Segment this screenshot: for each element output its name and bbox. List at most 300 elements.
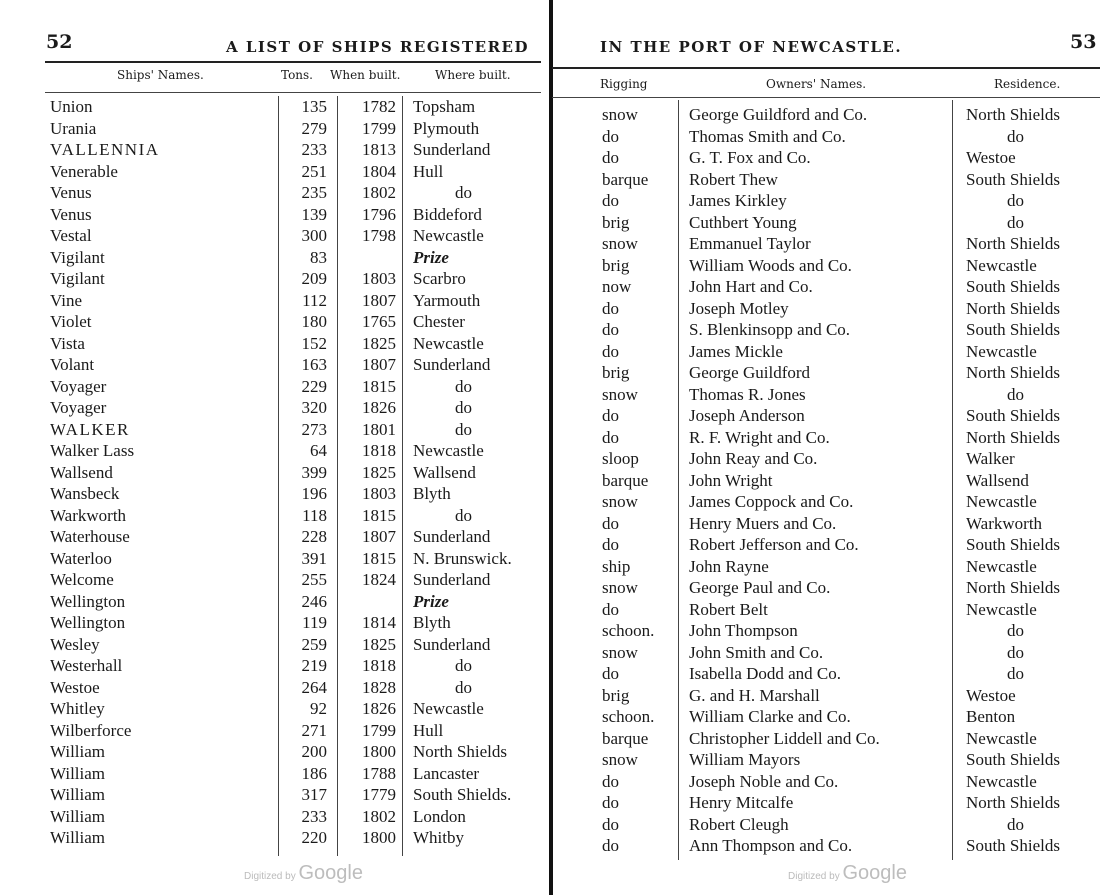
owner-name: John Thompson [689,621,798,640]
tonnage: 112 [302,290,327,310]
table-row [0,225,548,247]
watermark: Digitized by Google [244,862,363,884]
owner-name: John Hart and Co. [689,277,813,296]
owner-name: James Coppock and Co. [689,492,854,511]
residence: South Shields [966,320,1060,339]
rigging: brig [602,212,630,232]
rigging: do [602,836,619,855]
ship-name: Vigilant [50,269,105,288]
tonnage: 83 [310,247,327,267]
rigging: brig [602,685,630,705]
where-built: Biddeford [413,204,482,224]
tonnage: 255 [301,570,327,589]
table-row [0,827,548,849]
where-built: Sunderland [413,527,491,546]
rigging: do [602,126,619,146]
owner-name: William Woods and Co. [689,255,852,275]
ship-name: Walker Lass [50,441,135,460]
where-built: Newcastle [413,333,484,353]
year-built: 1807 [362,290,396,310]
ship-name: Vigilant [50,247,105,267]
ship-name: Wellington [50,591,126,611]
tonnage: 273 [301,419,327,439]
owner-name: Henry Muers and Co. [689,513,837,533]
ship-name: Westerhall [50,656,123,675]
table-row [0,634,548,656]
owner-name: James Kirkley [689,191,787,210]
rigging: do [602,814,619,834]
table-row [552,319,1116,341]
tonnage: 246 [301,591,327,611]
ship-name: Voyager [50,376,107,396]
table-row [552,749,1116,771]
residence: Newcastle [966,556,1037,576]
table-row [552,663,1116,685]
year-built: 1798 [362,226,396,245]
residence: do [1007,664,1024,683]
residence: Newcastle [966,341,1037,361]
tonnage: 209 [301,269,327,288]
where-built: South Shields. [413,785,512,804]
residence: South Shields [966,836,1060,855]
residence: Wallsend [966,470,1029,490]
column-header-built: When built. [330,68,401,82]
owner-name: Thomas Smith and Co. [689,126,846,146]
table-row [0,784,548,806]
owner-name: Robert Jefferson and Co. [689,535,859,554]
rigging: do [602,599,619,619]
tonnage: 118 [302,505,327,525]
owner-name: George Paul and Co. [689,578,831,597]
table-row [0,591,548,613]
where-built: Lancaster [413,763,480,783]
ship-name: Wallsend [50,462,113,482]
rigging: do [602,793,619,812]
where-built: Hull [413,161,444,181]
where-built: Blyth [413,613,451,632]
where-built: Prize [413,591,449,611]
ship-list [0,96,548,849]
table-row [552,448,1116,470]
where-built: North Shields [413,742,507,761]
ship-name: Wesley [50,634,100,654]
table-row [0,462,548,484]
owner-name: Robert Thew [689,169,778,189]
year-built: 1825 [362,634,396,654]
page-number: 52 [46,31,73,53]
ship-name: Westoe [50,677,100,697]
year-built: 1803 [362,484,396,503]
residence: Newcastle [966,599,1037,619]
rigging: barque [602,728,649,748]
tonnage: 228 [301,527,327,546]
rigging: barque [602,470,649,490]
table-row [552,405,1116,427]
year-built: 1779 [362,785,396,804]
residence: South Shields [966,406,1060,425]
table-row [552,642,1116,664]
table-row [552,814,1116,836]
ship-name: Wilberforce [50,720,132,740]
owner-name: Robert Belt [689,599,768,619]
table-row [0,505,548,527]
year-built: 1818 [362,441,396,460]
owner-name: Christopher Liddell and Co. [689,728,880,748]
where-built: Topsham [413,97,476,116]
tonnage: 391 [301,548,327,568]
owner-name: George Guildford and Co. [689,105,868,124]
residence: South Shields [966,169,1060,189]
column-header-rule [45,92,545,93]
table-row [552,513,1116,535]
year-built: 1814 [362,613,396,632]
ship-name: Whitley [50,699,105,718]
owner-name: William Clarke and Co. [689,707,851,726]
where-built: Sunderland [413,355,491,374]
year-built: 1825 [362,333,396,353]
year-built: 1818 [362,656,396,675]
year-built: 1803 [362,269,396,288]
column-header-where: Where built. [435,68,511,82]
ship-name: VALLENNIA [50,140,160,159]
column-header-rule [552,97,1100,98]
owner-name: Joseph Motley [689,298,789,318]
year-built: 1813 [362,140,396,159]
residence: do [1007,642,1024,662]
where-built: Sunderland [413,140,491,159]
table-row [0,440,548,462]
ship-name: Union [50,97,93,116]
residence: Newcastle [966,728,1037,748]
residence: do [1007,212,1024,232]
table-row [0,720,548,742]
table-row [0,397,548,419]
ship-name: William [50,742,106,761]
rigging: sloop [602,449,639,468]
tonnage: 163 [301,355,327,374]
owner-name: S. Blenkinsopp and Co. [689,320,851,339]
rigging: snow [602,492,638,511]
tonnage: 399 [301,462,327,482]
table-row [552,491,1116,513]
tonnage: 251 [301,161,327,181]
owner-list [552,104,1116,857]
table-row [552,728,1116,750]
table-row [552,212,1116,234]
left-page [0,0,548,895]
tonnage: 300 [301,226,327,245]
rigging: snow [602,234,638,253]
table-row [0,741,548,763]
rigging: do [602,513,619,533]
table-row [552,427,1116,449]
table-row [0,548,548,570]
tonnage: 135 [301,97,327,116]
ship-name: Venus [50,204,92,224]
residence: Walker [966,449,1015,468]
table-row [0,483,548,505]
year-built: 1802 [362,806,396,826]
column-header-residence: Residence. [994,77,1061,91]
table-row [0,419,548,441]
tonnage: 229 [301,376,327,396]
rigging: do [602,320,619,339]
tonnage: 92 [310,699,327,718]
rigging: barque [602,169,649,189]
table-row [552,298,1116,320]
tonnage: 233 [301,806,327,826]
rigging: snow [602,642,638,662]
table-row [552,255,1116,277]
header-rule [552,67,1100,69]
year-built: 1799 [362,118,396,138]
ship-name: Welcome [50,570,114,589]
tonnage: 235 [301,183,327,202]
tonnage: 119 [302,613,327,632]
owner-name: John Wright [689,470,773,490]
residence: North Shields [966,578,1060,597]
table-row [0,612,548,634]
header-rule [45,61,545,63]
table-row [0,376,548,398]
owner-name: William Mayors [689,750,801,769]
ship-name: Wansbeck [50,484,120,503]
where-built: do [455,505,472,525]
where-built: Yarmouth [413,290,481,310]
residence: North Shields [966,298,1060,318]
rigging: do [602,664,619,683]
where-built: N. Brunswick. [413,548,512,568]
year-built: 1825 [362,462,396,482]
rigging: do [602,341,619,361]
residence: do [1007,384,1024,404]
residence: do [1007,191,1024,210]
table-row [0,161,548,183]
where-built: Newcastle [413,226,484,245]
table-row [0,569,548,591]
residence: North Shields [966,793,1060,812]
owner-name: James Mickle [689,341,783,361]
ship-name: William [50,763,106,783]
table-row [552,341,1116,363]
table-row [552,470,1116,492]
residence: North Shields [966,427,1060,447]
table-row [0,268,548,290]
table-row [552,685,1116,707]
owner-name: Cuthbert Young [689,212,797,232]
rigging: do [602,298,619,318]
owner-name: G. and H. Marshall [689,685,820,705]
rigging: now [602,277,632,296]
rigging: schoon. [602,621,655,640]
owner-name: Emmanuel Taylor [689,234,811,253]
residence: Westoe [966,148,1016,167]
residence: North Shields [966,105,1060,124]
year-built: 1801 [362,419,396,439]
rigging: schoon. [602,707,655,726]
residence: North Shields [966,234,1060,253]
owner-name: John Reay and Co. [689,449,818,468]
owner-name: Ann Thompson and Co. [689,836,853,855]
where-built: do [455,183,472,202]
watermark: Digitized by Google [788,862,907,884]
year-built: 1800 [362,742,396,761]
ship-name: Wellington [50,613,126,632]
residence: South Shields [966,750,1060,769]
owner-name: Robert Cleugh [689,814,789,834]
year-built: 1807 [362,355,396,374]
tonnage: 64 [310,441,327,460]
residence: Newcastle [966,771,1037,791]
rigging: do [602,771,619,791]
table-row [552,577,1116,599]
owner-name: Henry Mitcalfe [689,793,794,812]
where-built: Newcastle [413,441,484,460]
year-built: 1826 [362,398,396,417]
where-built: do [455,677,472,697]
where-built: London [413,806,466,826]
tonnage: 279 [301,118,327,138]
table-row [0,96,548,118]
where-built: Plymouth [413,118,480,138]
ship-name: Volant [50,355,95,374]
ship-name: Warkworth [50,505,127,525]
year-built: 1828 [362,677,396,697]
rigging: do [602,406,619,425]
tonnage: 219 [301,656,327,675]
tonnage: 233 [301,140,327,159]
owner-name: Joseph Noble and Co. [689,771,839,791]
ship-name: Venus [50,183,92,202]
tonnage: 186 [301,763,327,783]
tonnage: 200 [301,742,327,761]
table-row [0,698,548,720]
year-built: 1782 [362,97,396,116]
ship-name: Vine [50,290,83,310]
column-header-name: Ships' Names. [117,68,204,82]
ship-name: Urania [50,118,97,138]
year-built: 1807 [362,527,396,546]
rigging: brig [602,255,630,275]
table-row [0,354,548,376]
table-row [552,620,1116,642]
year-built: 1815 [362,376,396,396]
ship-name: Waterloo [50,548,112,568]
table-row [552,534,1116,556]
residence: Newcastle [966,255,1037,275]
page-number: 53 [1070,31,1097,53]
residence: South Shields [966,277,1060,296]
rigging: brig [602,363,630,382]
table-row [552,384,1116,406]
ship-name: Venerable [50,161,118,181]
owner-name: John Rayne [689,556,769,576]
residence: Warkworth [966,513,1043,533]
table-row [0,655,548,677]
ship-name: Violet [50,312,92,331]
residence: South Shields [966,535,1060,554]
where-built: Blyth [413,484,451,503]
year-built: 1815 [362,505,396,525]
where-built: Chester [413,312,465,331]
where-built: do [455,656,472,675]
where-built: Newcastle [413,699,484,718]
where-built: Whitby [413,828,464,847]
tonnage: 264 [301,677,327,697]
table-row [0,311,548,333]
year-built: 1799 [362,720,396,740]
ship-name: Waterhouse [50,527,130,546]
where-built: Wallsend [413,462,476,482]
owner-name: John Smith and Co. [689,642,824,662]
ship-name: William [50,806,106,826]
table-row [552,771,1116,793]
where-built: Hull [413,720,444,740]
ship-name: Vestal [50,226,92,245]
tonnage: 317 [301,785,327,804]
table-row [552,233,1116,255]
residence: do [1007,126,1024,146]
where-built: Prize [413,247,449,267]
owner-name: Thomas R. Jones [689,384,806,404]
ship-name: Voyager [50,398,107,417]
table-row [0,247,548,269]
tonnage: 139 [301,204,327,224]
tonnage: 271 [301,720,327,740]
rigging: do [602,191,619,210]
where-built: Sunderland [413,570,491,589]
residence: North Shields [966,363,1060,382]
where-built: do [455,398,472,417]
year-built: 1804 [362,161,396,181]
page-title: A LIST OF SHIPS REGISTERED [226,38,529,56]
ship-name: WALKER [50,419,130,439]
where-built: do [455,419,472,439]
year-built: 1788 [362,763,396,783]
year-built: 1802 [362,183,396,202]
owner-name: G. T. Fox and Co. [689,148,811,167]
table-row [0,677,548,699]
ship-name: William [50,828,106,847]
rigging: ship [602,556,631,576]
table-row [0,118,548,140]
table-row [0,182,548,204]
year-built: 1796 [362,204,396,224]
table-row [552,835,1116,857]
table-row [552,169,1116,191]
year-built: 1824 [362,570,396,589]
table-row [552,147,1116,169]
table-row [552,599,1116,621]
table-row [552,706,1116,728]
table-row [552,792,1116,814]
owner-name: George Guildford [689,363,811,382]
column-header-tons: Tons. [281,68,313,82]
rigging: do [602,427,619,447]
residence: do [1007,814,1024,834]
table-row [0,333,548,355]
where-built: Scarbro [413,269,466,288]
column-header-rigging: Rigging [600,77,648,91]
rigging: snow [602,578,638,597]
rigging: do [602,148,619,167]
table-row [552,556,1116,578]
tonnage: 180 [301,312,327,331]
where-built: Sunderland [413,634,491,654]
residence: Newcastle [966,492,1037,511]
table-row [0,806,548,828]
table-row [552,276,1116,298]
